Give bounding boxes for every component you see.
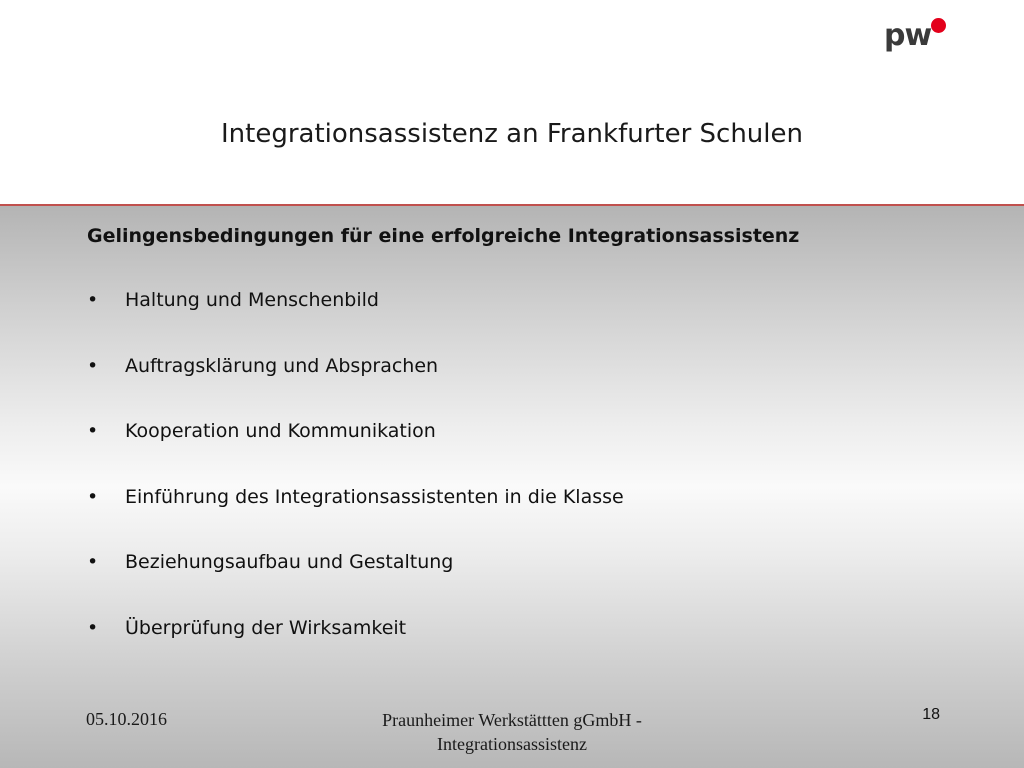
logo-text: pw	[884, 18, 932, 53]
bullet-icon: •	[87, 420, 99, 443]
bullet-text: Einführung des Integrationsassistenten in die Klasse	[125, 485, 624, 508]
bullet-text: Beziehungsaufbau und Gestaltung	[125, 551, 454, 574]
page-number: 18	[922, 706, 940, 723]
bullet-icon: •	[87, 551, 99, 574]
footer-organization	[352, 708, 672, 756]
footer-org-line-1: Praunheimer Werkstättten gGmbH -	[382, 710, 642, 730]
content-heading: Gelingensbedingungen für eine erfolgreiche Integrationsassistenz	[87, 225, 800, 247]
bullet-icon: •	[87, 354, 99, 377]
bullet-icon: •	[87, 485, 99, 508]
bullet-text: Kooperation und Kommunikation	[125, 420, 436, 443]
pw-logo	[884, 16, 954, 60]
slide-title: Integrationsassistenz an Frankfurter Schulen	[220, 119, 803, 149]
bullet-text: Überprüfung der Wirksamkeit	[125, 616, 407, 639]
bullet-icon: •	[87, 616, 99, 639]
bullet-icon: •	[87, 289, 99, 311]
footer-date: 05.10.2016	[86, 709, 167, 729]
bullet-text: Auftragsklärung und Absprachen	[125, 354, 439, 377]
slide-header	[0, 0, 1024, 204]
logo-red-dot-icon	[931, 18, 946, 33]
footer-org-line-2: Integrationsassistenz	[437, 734, 587, 754]
bullet-text: Haltung und Menschenbild	[125, 289, 379, 311]
